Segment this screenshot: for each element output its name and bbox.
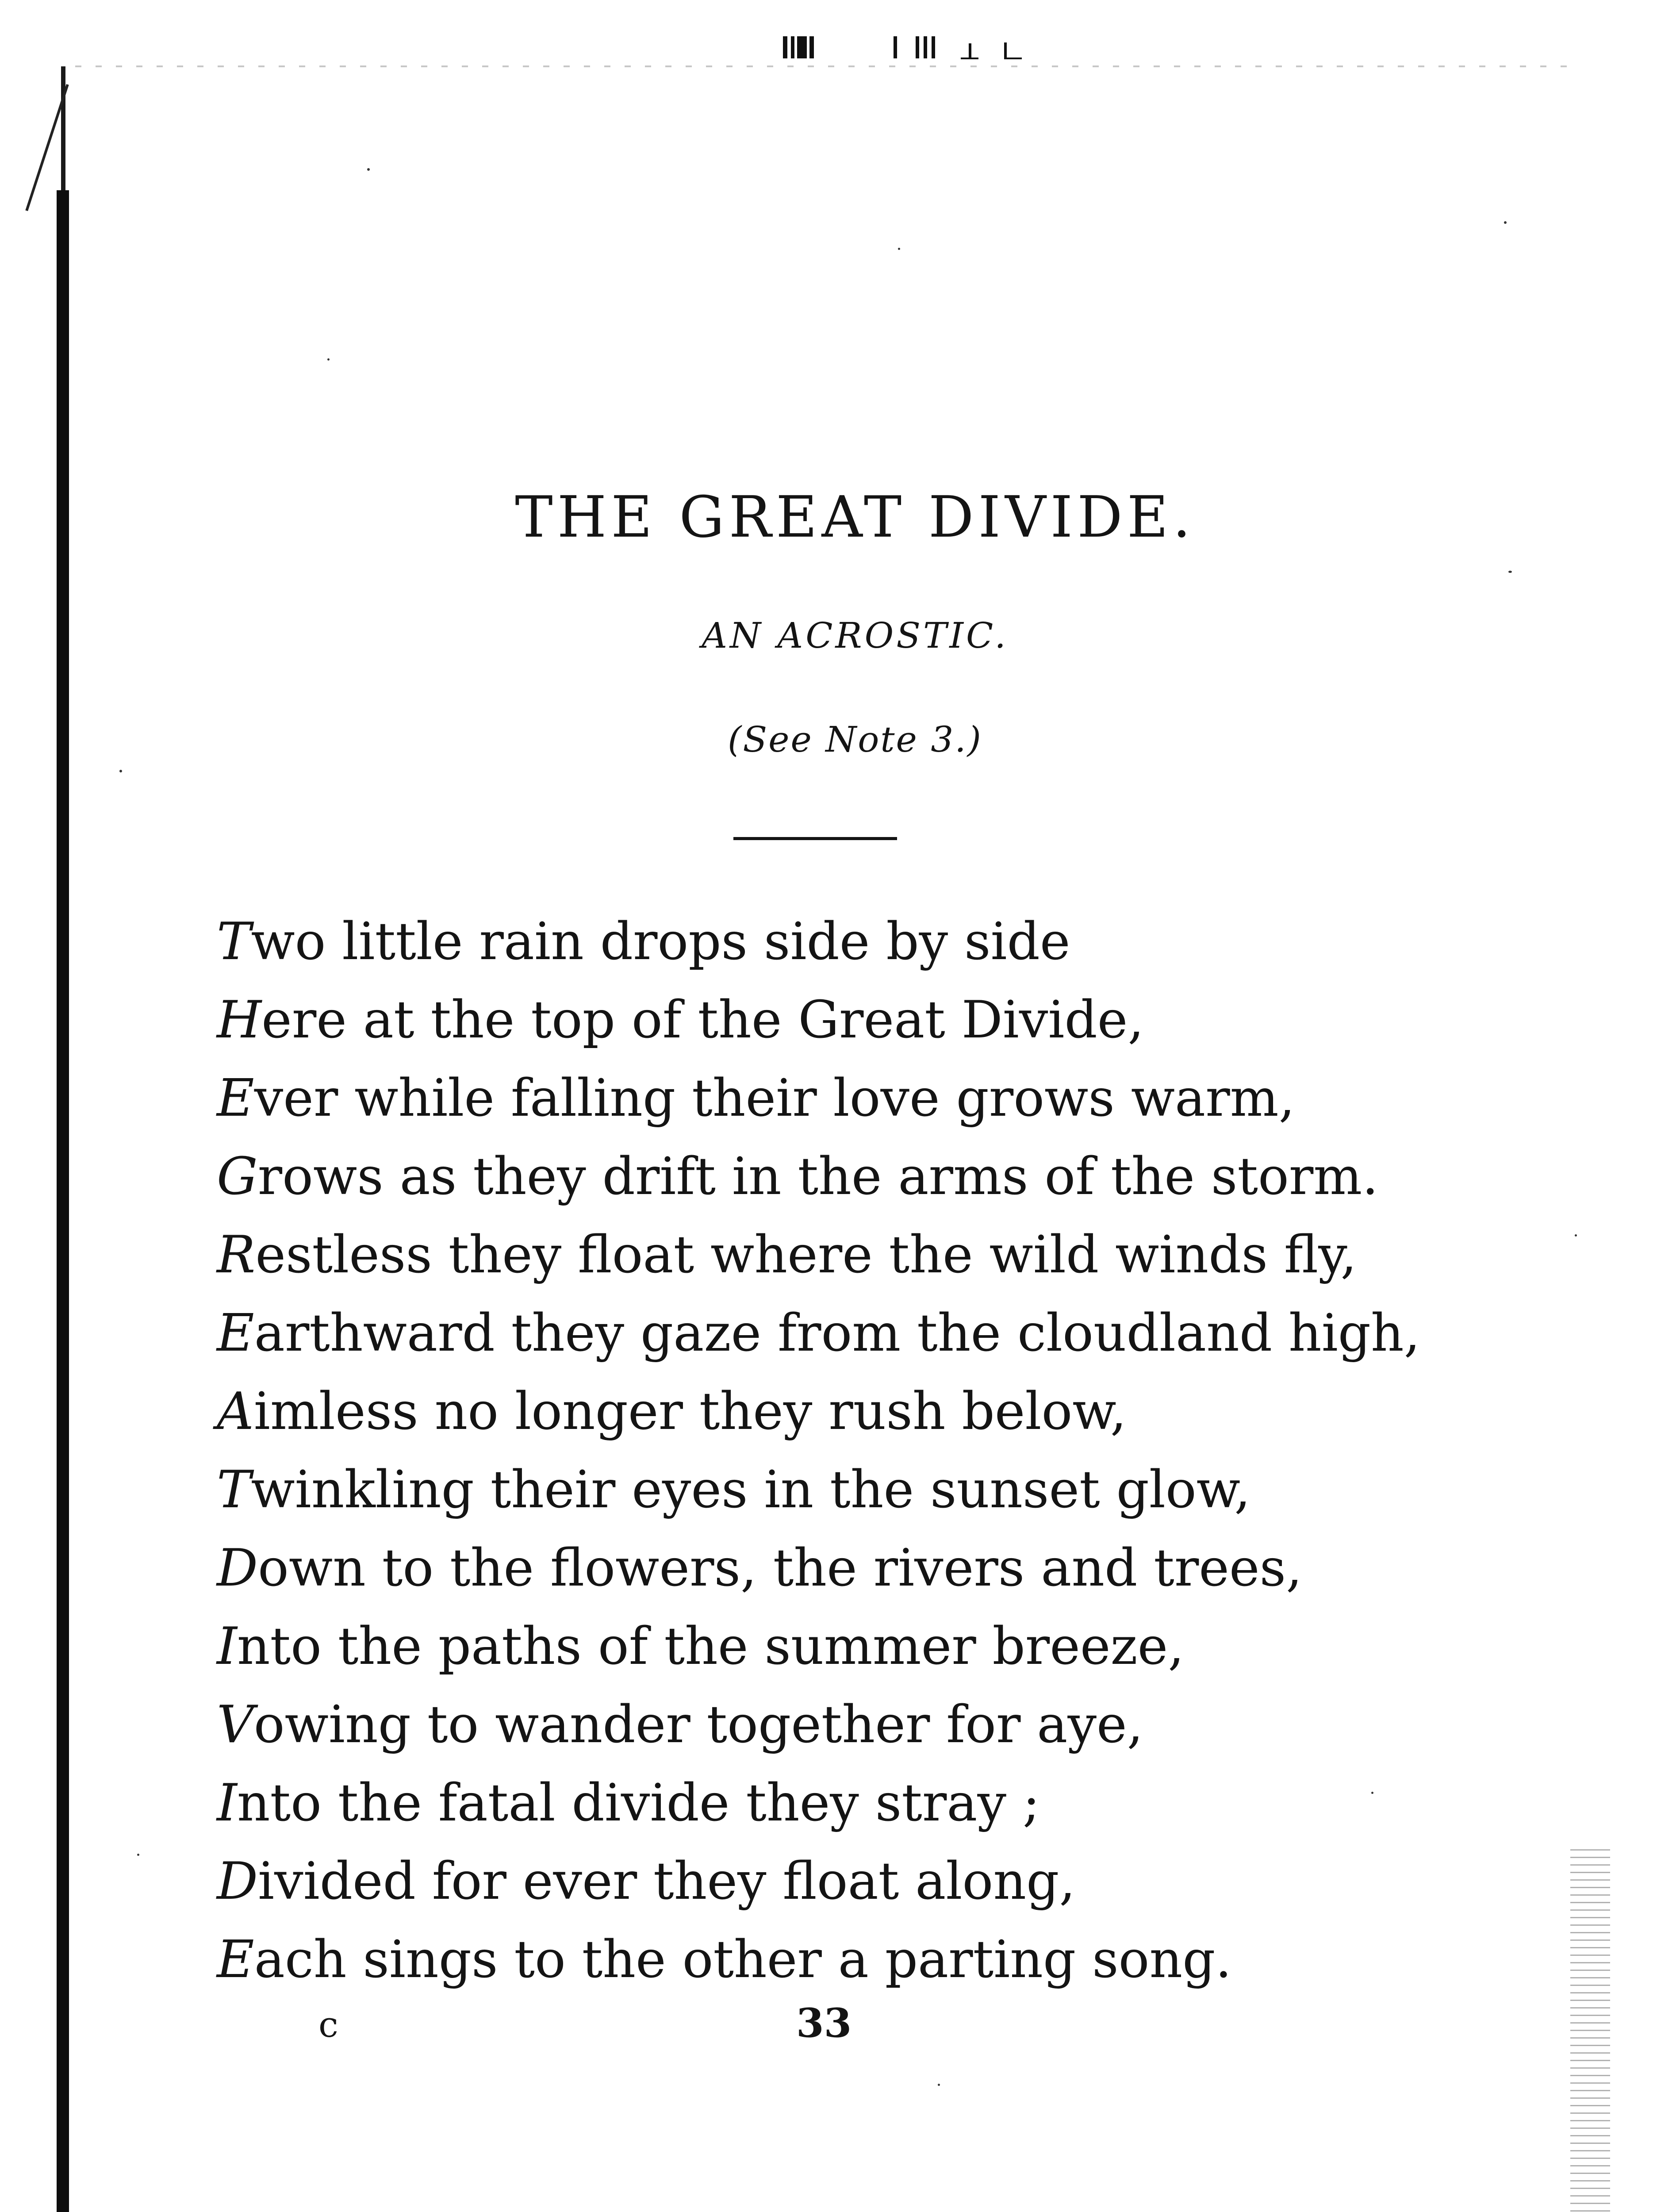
poem-line xyxy=(217,1842,1544,1920)
poem-line xyxy=(217,1920,1544,1999)
print-speck xyxy=(938,2084,940,2086)
acrostic-initial: I xyxy=(217,1773,237,1833)
print-speck xyxy=(367,168,370,171)
print-speck xyxy=(1508,571,1512,573)
signature-mark: c xyxy=(318,2004,338,2045)
line-text: owing to wander together for aye, xyxy=(253,1695,1143,1755)
poem-line xyxy=(217,1294,1544,1372)
poem-line xyxy=(217,1607,1544,1686)
acrostic-initial: G xyxy=(217,1147,258,1206)
print-speck xyxy=(119,770,122,772)
line-text: wo little rain drops side by side xyxy=(251,912,1070,972)
top-edge-dots xyxy=(75,65,1579,67)
title-rule xyxy=(733,837,897,840)
print-speck xyxy=(327,358,330,361)
line-text: own to the flowers, the rivers and trees, xyxy=(258,1538,1302,1598)
line-text: imless no longer they rush below, xyxy=(253,1382,1127,1441)
note-reference: (See Note 3.) xyxy=(728,719,982,760)
acrostic-initial: E xyxy=(217,1303,254,1363)
line-text: ach sings to the other a parting song. xyxy=(254,1930,1232,1989)
page-number: 33 xyxy=(796,2000,852,2047)
print-speck xyxy=(1504,221,1507,224)
acrostic-initial: E xyxy=(217,1930,254,1989)
line-text: winkling their eyes in the sunset glow, xyxy=(251,1460,1251,1520)
poem-subtitle: AN ACROSTIC. xyxy=(702,615,1009,656)
poem-title: THE GREAT DIVIDE. xyxy=(515,484,1195,550)
poem-line xyxy=(217,1529,1544,1607)
line-text: nto the fatal divide they stray ; xyxy=(237,1773,1040,1833)
edge-speckle xyxy=(1570,1849,1610,2212)
line-text: nto the paths of the summer breeze, xyxy=(237,1617,1185,1676)
poem-body xyxy=(217,902,1544,1999)
line-text: ere at the top of the Great Divide, xyxy=(261,990,1144,1050)
poem-line xyxy=(217,1137,1544,1216)
print-speck xyxy=(898,248,900,250)
poem-line xyxy=(217,1451,1544,1529)
acrostic-initial: R xyxy=(217,1225,256,1285)
poem-line xyxy=(217,1059,1544,1137)
line-text: arthward they gaze from the cloudland high, xyxy=(254,1303,1420,1363)
binding-edge-top xyxy=(61,66,65,199)
poem-line xyxy=(217,1686,1544,1764)
line-text: rows as they drift in the arms of the storm. xyxy=(257,1147,1379,1206)
poem-line xyxy=(217,1372,1544,1451)
header-marks xyxy=(783,36,1075,63)
poem-line xyxy=(217,1764,1544,1842)
acrostic-initial: T xyxy=(217,1460,251,1520)
poem-line xyxy=(217,1216,1544,1294)
acrostic-initial: D xyxy=(217,1538,258,1598)
acrostic-initial: E xyxy=(217,1068,254,1128)
print-speck xyxy=(1371,1792,1373,1794)
poem-line xyxy=(217,902,1544,981)
acrostic-initial: A xyxy=(217,1382,254,1441)
print-speck xyxy=(137,1854,139,1856)
acrostic-initial: T xyxy=(217,912,251,972)
poem-line xyxy=(217,981,1544,1059)
line-text: ivided for ever they float along, xyxy=(258,1851,1076,1911)
line-text: ver while falling their love grows warm, xyxy=(254,1068,1295,1128)
acrostic-initial: H xyxy=(217,990,262,1050)
acrostic-initial: I xyxy=(217,1617,237,1676)
acrostic-initial: D xyxy=(217,1851,258,1911)
acrostic-initial: V xyxy=(217,1695,254,1755)
print-speck xyxy=(1575,1234,1577,1237)
line-text: estless they float where the wild winds fly, xyxy=(255,1225,1357,1285)
